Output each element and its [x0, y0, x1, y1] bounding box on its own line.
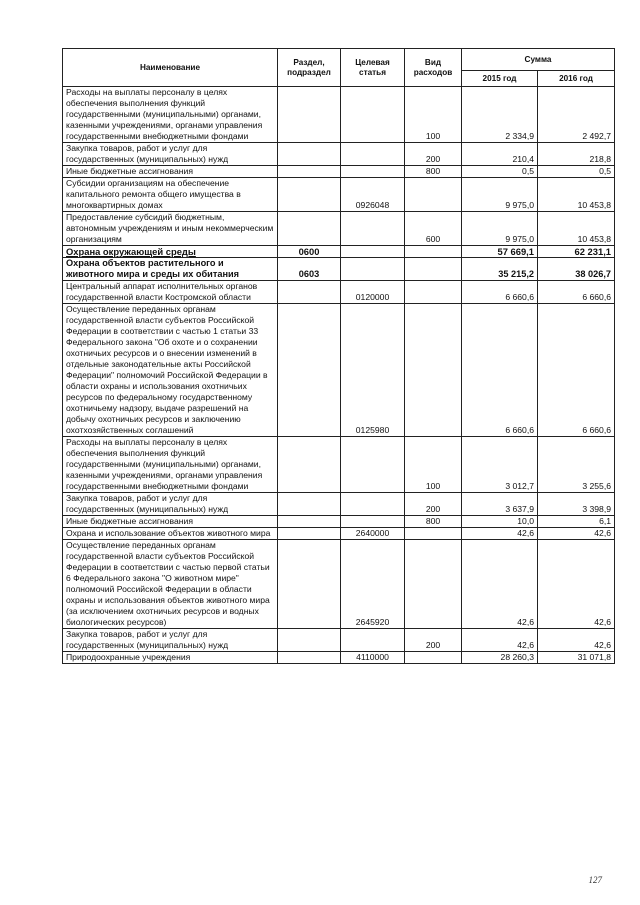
cell-target	[341, 437, 405, 493]
cell-v2016: 42,6	[538, 629, 615, 652]
table-body	[63, 87, 615, 664]
cell-name: Закупка товаров, работ и услуг для государственных (муниципальных) нужд	[63, 493, 278, 516]
cell-kind	[405, 540, 462, 629]
cell-target	[341, 143, 405, 166]
cell-section	[278, 516, 341, 528]
cell-v2015: 35 215,2	[462, 258, 538, 281]
cell-v2016: 42,6	[538, 540, 615, 629]
cell-v2016: 62 231,1	[538, 246, 615, 258]
cell-v2015: 0,5	[462, 166, 538, 178]
header-target: Целевая статья	[341, 49, 405, 87]
cell-v2015: 10,0	[462, 516, 538, 528]
cell-kind: 800	[405, 166, 462, 178]
cell-kind	[405, 246, 462, 258]
cell-name: Осуществление переданных органам государственной власти субъектов Российской Федерации в соответствии с частью 1 статьи 33 Федерального закона "Об охоте и о сохранении охотничьих ресурсов и о внесении изменений в отдельные законодательные акты Российской Федерации" полномочий Российской Федерации в области охраны и использования охотничьих ресурсов по федеральному государственному охотничьему надзору, выдаче разрешений на добычу охотничьих ресурсов и заключению охотхозяйственных соглашений	[63, 304, 278, 437]
cell-target	[341, 629, 405, 652]
document-page	[62, 48, 614, 664]
cell-v2015: 28 260,3	[462, 652, 538, 664]
cell-target: 0125980	[341, 304, 405, 437]
budget-table	[62, 48, 615, 664]
cell-target	[341, 516, 405, 528]
header-2015: 2015 год	[462, 71, 538, 87]
cell-name: Природоохранные учреждения	[63, 652, 278, 664]
cell-v2016: 10 453,8	[538, 178, 615, 212]
cell-kind	[405, 528, 462, 540]
cell-v2015: 42,6	[462, 629, 538, 652]
cell-kind: 600	[405, 212, 462, 246]
cell-target	[341, 87, 405, 143]
cell-target: 2645920	[341, 540, 405, 629]
cell-name: Закупка товаров, работ и услуг для государственных (муниципальных) нужд	[63, 143, 278, 166]
cell-section	[278, 528, 341, 540]
cell-section	[278, 652, 341, 664]
cell-section: 0603	[278, 258, 341, 281]
cell-v2016: 6 660,6	[538, 304, 615, 437]
table-row	[63, 304, 615, 437]
cell-v2016: 6 660,6	[538, 281, 615, 304]
cell-v2016: 10 453,8	[538, 212, 615, 246]
cell-section: 0600	[278, 246, 341, 258]
table-row	[63, 493, 615, 516]
cell-target: 2640000	[341, 528, 405, 540]
cell-name: Осуществление переданных органам государственной власти субъектов Российской Федерации в соответствии с частью первой статьи 6 Федерального закона "О животном мире" полномочий Российской Федерации в области охраны и использования объектов животного мира (за исключением охотничьих ресурсов и водных биологических ресурсов)	[63, 540, 278, 629]
table-row	[63, 258, 615, 281]
cell-kind	[405, 258, 462, 281]
cell-name: Расходы на выплаты персоналу в целях обеспечения выполнения функций государственными (муниципальными) органами, казенными учреждениями, органами управления государственными внебюджетными фондами	[63, 87, 278, 143]
cell-target: 4110000	[341, 652, 405, 664]
cell-target	[341, 246, 405, 258]
table-row	[63, 212, 615, 246]
cell-name: Предоставление субсидий бюджетным, автономным учреждениям и иным некоммерческим организациям	[63, 212, 278, 246]
page-number: 127	[588, 875, 602, 885]
cell-v2016: 2 492,7	[538, 87, 615, 143]
cell-v2015: 3 637,9	[462, 493, 538, 516]
cell-v2016: 3 398,9	[538, 493, 615, 516]
cell-v2015: 57 669,1	[462, 246, 538, 258]
cell-kind: 100	[405, 437, 462, 493]
cell-v2016: 42,6	[538, 528, 615, 540]
cell-section	[278, 540, 341, 629]
cell-v2016: 0,5	[538, 166, 615, 178]
cell-name: Центральный аппарат исполнительных органов государственной власти Костромской области	[63, 281, 278, 304]
cell-target: 0926048	[341, 178, 405, 212]
cell-v2015: 6 660,6	[462, 304, 538, 437]
table-row	[63, 652, 615, 664]
cell-target	[341, 212, 405, 246]
cell-kind: 200	[405, 143, 462, 166]
table-row	[63, 437, 615, 493]
cell-name: Охрана окружающей среды	[63, 246, 278, 258]
cell-section	[278, 87, 341, 143]
cell-v2015: 210,4	[462, 143, 538, 166]
cell-name: Расходы на выплаты персоналу в целях обеспечения выполнения функций государственными (муниципальными) органами, казенными учреждениями, органами управления государственными внебюджетными фондами	[63, 437, 278, 493]
table-row	[63, 528, 615, 540]
cell-kind: 200	[405, 629, 462, 652]
cell-v2016: 38 026,7	[538, 258, 615, 281]
cell-target	[341, 493, 405, 516]
table-row	[63, 629, 615, 652]
table-row	[63, 166, 615, 178]
header-section: Раздел, подраздел	[278, 49, 341, 87]
cell-name: Закупка товаров, работ и услуг для государственных (муниципальных) нужд	[63, 629, 278, 652]
header-2016: 2016 год	[538, 71, 615, 87]
table-row	[63, 540, 615, 629]
table-row	[63, 281, 615, 304]
cell-section	[278, 178, 341, 212]
header-kind: Вид расходов	[405, 49, 462, 87]
cell-v2015: 9 975,0	[462, 212, 538, 246]
header-name: Наименование	[63, 49, 278, 87]
cell-kind	[405, 652, 462, 664]
cell-section	[278, 493, 341, 516]
cell-v2016: 6,1	[538, 516, 615, 528]
table-row	[63, 178, 615, 212]
cell-target	[341, 166, 405, 178]
cell-v2016: 3 255,6	[538, 437, 615, 493]
cell-v2015: 3 012,7	[462, 437, 538, 493]
table-row	[63, 143, 615, 166]
cell-v2016: 31 071,8	[538, 652, 615, 664]
cell-name: Иные бюджетные ассигнования	[63, 166, 278, 178]
cell-section	[278, 212, 341, 246]
cell-kind	[405, 178, 462, 212]
table-row	[63, 246, 615, 258]
cell-target	[341, 258, 405, 281]
cell-v2016: 218,8	[538, 143, 615, 166]
cell-section	[278, 629, 341, 652]
cell-section	[278, 437, 341, 493]
cell-v2015: 6 660,6	[462, 281, 538, 304]
cell-kind	[405, 281, 462, 304]
table-row	[63, 516, 615, 528]
cell-v2015: 42,6	[462, 528, 538, 540]
cell-kind: 100	[405, 87, 462, 143]
cell-name: Охрана объектов растительного и животного мира и среды их обитания	[63, 258, 278, 281]
cell-v2015: 42,6	[462, 540, 538, 629]
cell-section	[278, 304, 341, 437]
cell-section	[278, 281, 341, 304]
cell-name: Охрана и использование объектов животного мира	[63, 528, 278, 540]
cell-name: Субсидии организациям на обеспечение капитального ремонта общего имущества в многоквартирных домах	[63, 178, 278, 212]
cell-kind: 800	[405, 516, 462, 528]
header-sum: Сумма	[462, 49, 615, 71]
cell-section	[278, 166, 341, 178]
cell-section	[278, 143, 341, 166]
cell-name: Иные бюджетные ассигнования	[63, 516, 278, 528]
table-row	[63, 87, 615, 143]
cell-target: 0120000	[341, 281, 405, 304]
cell-kind: 200	[405, 493, 462, 516]
cell-v2015: 9 975,0	[462, 178, 538, 212]
cell-v2015: 2 334,9	[462, 87, 538, 143]
cell-kind	[405, 304, 462, 437]
